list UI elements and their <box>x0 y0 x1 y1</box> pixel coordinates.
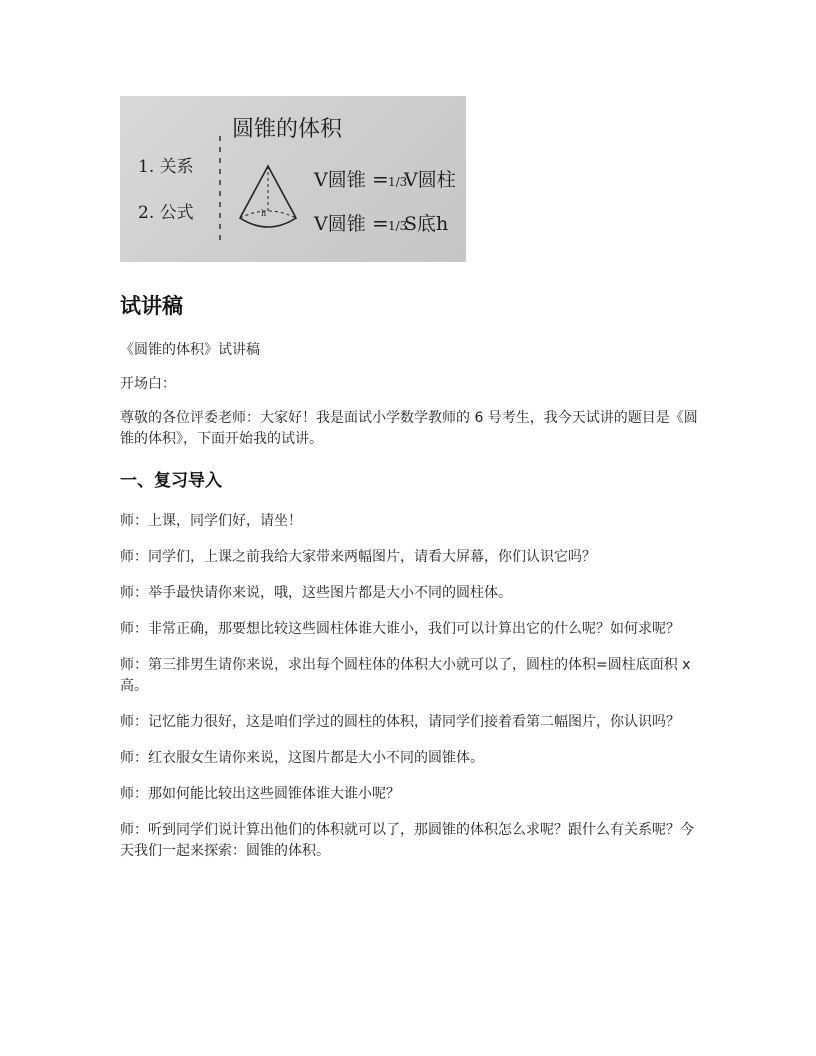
handwritten-note-photo <box>120 96 466 262</box>
section-1-heading: 一、复习导入 <box>120 471 222 491</box>
cone-height-label: h <box>261 209 267 218</box>
note-item-1: 1. 关系 <box>138 157 194 177</box>
paragraph: 师：第三排男生请你来说，求出每个圆柱体的体积大小就可以了，圆柱的体积=圆柱底面积 x 高。 <box>120 657 691 694</box>
document-heading: 试讲稿 <box>120 294 183 318</box>
formula-2-equals: = <box>372 211 389 235</box>
paragraph: 师：同学们，上课之前我给大家带来两幅图片，请看大屏幕，你们认识它吗？ <box>120 549 596 565</box>
opening-paragraph: 尊敬的各位评委老师：大家好！我是面试小学数学教师的 6 号考生，我今天试讲的题目是《圆锥的体积》，下面开始我的试讲。 <box>120 410 698 447</box>
formula-2 <box>313 211 448 235</box>
cone-sketch <box>240 166 296 227</box>
formula-2-right: S底h <box>404 213 449 235</box>
paragraph: 师：举手最快请你来说，哦，这些图片都是大小不同的圆柱体。 <box>120 585 512 601</box>
handwritten-note-drawing <box>120 96 466 262</box>
paragraph: 师：红衣服女生请你来说，这图片都是大小不同的圆锥体。 <box>120 750 484 766</box>
formula-1-left: V圆锥 <box>314 169 366 191</box>
formula-1-fraction: 1/3 <box>388 175 408 189</box>
formula-1-right: V圆柱 <box>404 169 456 191</box>
document-page <box>120 96 700 862</box>
formula-2-left: V圆锥 <box>314 213 366 235</box>
note-item-2: 2. 公式 <box>138 203 194 223</box>
formula-1 <box>313 167 456 191</box>
note-title: 圆锥的体积 <box>232 117 343 142</box>
paragraph: 师：非常正确，那要想比较这些圆柱体谁大谁小，我们可以计算出它的什么呢？如何求呢？ <box>120 621 680 637</box>
paragraph: 师：那如何能比较出这些圆锥体谁大谁小呢？ <box>120 786 400 802</box>
paragraph: 师：上课，同学们好，请坐！ <box>120 513 302 529</box>
lesson-title-line: 《圆锥的体积》试讲稿 <box>120 342 260 358</box>
formula-1-equals: = <box>372 167 389 191</box>
formula-2-fraction: 1/3 <box>388 219 408 233</box>
paragraph: 师：记忆能力很好，这是咱们学过的圆柱的体积，请同学们接着看第二幅图片，你认识吗？ <box>120 714 680 730</box>
paragraph: 师：听到同学们说计算出他们的体积就可以了，那圆锥的体积怎么求呢？跟什么有关系呢？今天我们一起来探索：圆锥的体积。 <box>120 822 694 859</box>
opening-label: 开场白： <box>120 376 176 392</box>
